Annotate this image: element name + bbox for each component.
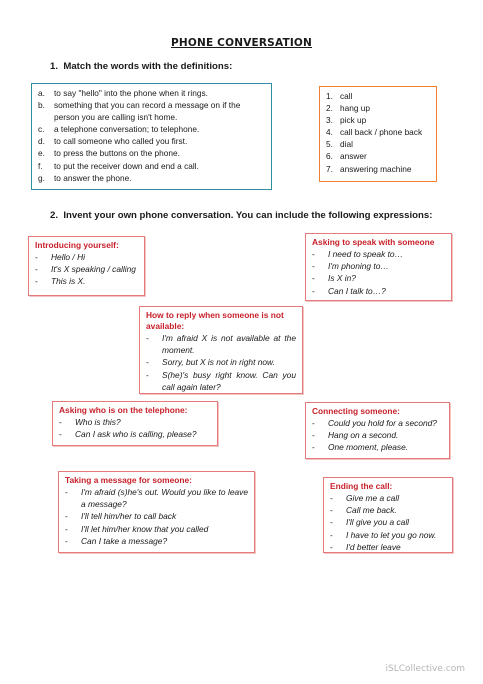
definitions-box [31,83,272,190]
dash-bullet: - [330,541,333,552]
box-heading: Ending the call: [330,481,393,491]
expression-item [330,541,446,553]
expression-item [330,504,446,516]
expression-item [65,486,248,510]
expression-item [312,429,443,441]
list-text: to call someone who called you first. [54,136,188,147]
dash-bullet: - [330,517,333,528]
expression-item [330,492,446,504]
list-item [38,172,265,184]
expression-text: S(he)'s busy right know. Can you call again later? [162,369,296,392]
expression-text: Can I talk to…? [328,285,386,296]
expression-text: This is X. [51,276,86,287]
dash-bullet: - [312,249,315,259]
dash-bullet: - [312,261,315,272]
expression-item [35,275,138,287]
footer-watermark: iSLCollective.com [385,664,465,674]
list-text: to put the receiver down and end a call. [54,160,199,171]
expression-item [312,272,445,284]
expression-item [35,251,138,263]
expression-text: I'd better leave [346,541,401,552]
list-marker: 5. [326,139,333,150]
box-ending-call [323,477,453,553]
list-marker: b. [38,100,45,111]
expression-text: I have to let you go now. [346,529,437,540]
expression-text: Call me back. [346,505,397,516]
expression-text: Hang on a second. [328,430,399,441]
dash-bullet: - [330,529,333,540]
expression-text: It's X speaking / calling [51,264,136,275]
words-box [319,86,437,182]
list-marker: 6. [326,151,333,162]
expression-item [35,263,138,275]
list-item [326,114,430,126]
box-heading: How to reply when someone is not available: [146,310,284,331]
expression-text: I'm phoning to… [328,261,389,272]
dash-bullet: - [35,264,38,275]
box-reply-not-available [139,306,303,394]
list-marker: d. [38,136,45,147]
box-heading: Taking a message for someone: [65,475,192,485]
expression-item [330,516,446,528]
box-heading: Introducing yourself: [35,240,119,250]
list-text: call back / phone back [340,127,423,138]
expression-text: I'll tell him/her to call back [81,511,177,522]
expression-item [312,441,443,453]
expression-text: I'll let him/her know that you called [81,523,209,534]
list-item [326,126,430,138]
expression-text: Hello / Hi [51,252,85,262]
expression-text: Give me a call [346,493,400,503]
expression-text: Who is this? [75,417,121,427]
dash-bullet: - [65,523,68,534]
dash-bullet: - [312,442,315,453]
list-marker: 7. [326,163,333,174]
list-item [38,160,265,172]
list-item [326,102,430,114]
dash-bullet: - [35,252,38,262]
list-text: hang up [340,103,370,114]
expression-item [65,510,248,522]
box-heading: Asking to speak with someone [312,237,435,247]
question-2: 2. Invent your own phone conversation. You can include the following expressions: [50,210,433,221]
box-connecting-someone [305,402,450,459]
box-taking-message [58,471,255,553]
expression-text: I need to speak to… [328,249,403,259]
expression-text: Could you hold for a second? [328,418,437,428]
list-marker: a. [38,88,45,98]
list-marker: 2. [326,103,333,114]
expression-item [146,369,296,393]
list-text: dial [340,139,353,150]
dash-bullet: - [59,417,62,427]
box-asking-who [52,401,218,446]
dash-bullet: - [146,333,149,343]
expression-item [146,356,296,368]
dash-bullet: - [312,273,315,284]
list-marker: g. [38,172,45,183]
dash-bullet: - [312,285,315,296]
dash-bullet: - [65,487,68,497]
expression-item [330,529,446,541]
list-text: to press the buttons on the phone. [54,148,180,159]
expression-item [312,248,445,260]
dash-bullet: - [146,357,149,368]
list-item [326,90,430,102]
list-marker: 1. [326,91,333,101]
box-asking-to-speak [305,233,452,301]
expression-text: Can I take a message? [81,535,168,546]
list-item [38,87,265,99]
list-marker: 3. [326,115,333,126]
expression-item [59,428,211,440]
list-text: pick up [340,115,367,126]
list-text: answer [340,151,367,162]
expression-text: I'll give you a call [346,517,410,528]
expression-item [312,417,443,429]
expression-text: Sorry, but X is not in right now. [162,357,275,368]
list-item [326,138,430,150]
box-heading: Asking who is on the telephone: [59,405,188,415]
expression-item [312,260,445,272]
list-text: call [340,91,353,101]
list-text: something that you can record a message on if the person you are calling isn't home. [54,100,241,123]
list-item [326,150,430,162]
box-heading: Connecting someone: [312,406,400,416]
box-introducing-yourself [28,236,145,296]
list-text: to answer the phone. [54,172,132,183]
list-text: answering machine [340,163,412,174]
dash-bullet: - [65,535,68,546]
list-item [38,99,265,123]
list-item [38,123,265,135]
list-text: to say "hello" into the phone when it rings. [54,88,208,98]
dash-bullet: - [35,276,38,287]
list-marker: c. [38,124,45,135]
expression-text: Can I ask who is calling, please? [75,429,197,440]
expression-text: Is X in? [328,273,356,284]
list-marker: f. [38,160,43,171]
dash-bullet: - [312,430,315,441]
dash-bullet: - [59,429,62,440]
expression-text: One moment, please. [328,442,409,453]
dash-bullet: - [65,511,68,522]
list-text: a telephone conversation; to telephone. [54,124,200,135]
question-1: 1. Match the words with the definitions: [50,61,233,72]
dash-bullet: - [330,505,333,516]
worksheet-title: PHONE CONVERSATION [170,37,313,49]
expression-item [65,535,248,547]
expression-text: I'm afraid (s)he's out. Would you like to leave a message? [81,487,248,510]
list-item [38,147,265,159]
list-item [326,163,430,175]
list-marker: 4. [326,127,333,138]
expression-item [312,285,445,297]
expression-item [65,523,248,535]
list-item [38,135,265,147]
list-marker: e. [38,148,45,159]
expression-text: I'm afraid X is not available at the moment. [162,333,296,356]
expression-item [59,416,211,428]
dash-bullet: - [330,493,333,503]
dash-bullet: - [146,369,149,380]
expression-item [146,332,296,356]
dash-bullet: - [312,418,315,428]
